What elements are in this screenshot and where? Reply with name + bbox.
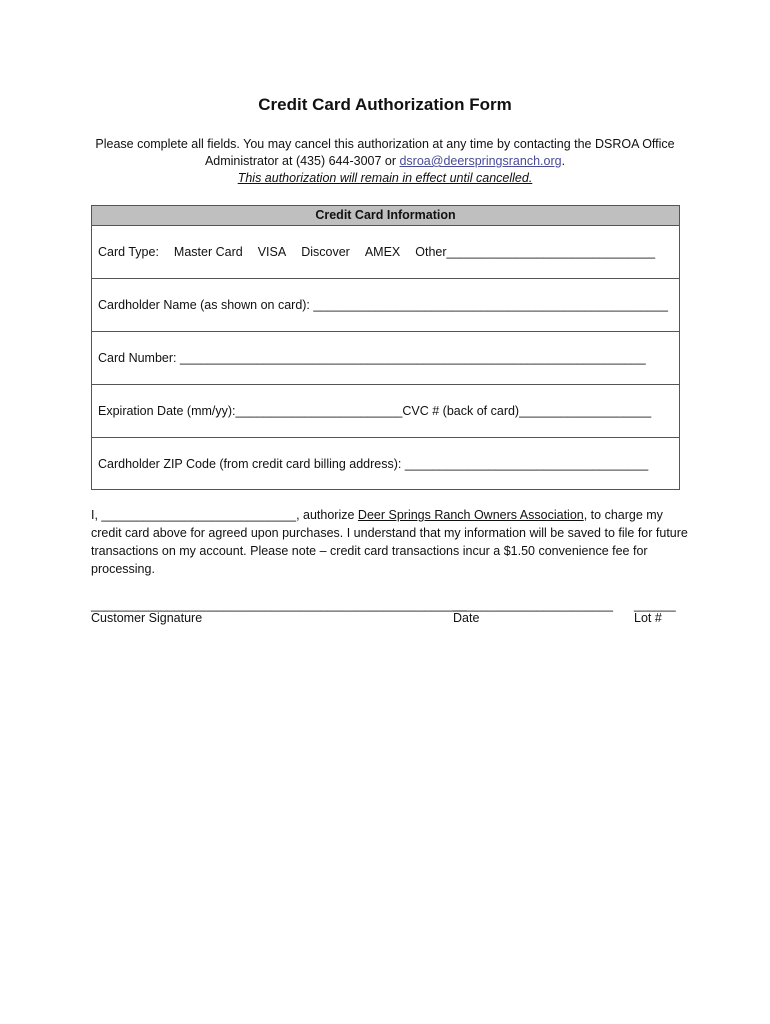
cardholder-name-field[interactable]: Cardholder Name (as shown on card): ___________________________________________________	[98, 298, 668, 312]
card-type-row	[92, 226, 679, 279]
intro-line-1: Please complete all fields. You may cancel this authorization at any time by contacting the DSROA Office	[95, 137, 675, 151]
authorization-name-field[interactable]: I, ____________________________, authorize	[91, 508, 358, 522]
card-type-other-field[interactable]: Other______________________________	[415, 245, 656, 259]
expiration-row	[92, 385, 679, 438]
zip-code-field[interactable]: Cardholder ZIP Code (from credit card billing address): ___________________________________	[98, 456, 649, 471]
cvc-field[interactable]: CVC # (back of card)___________________	[402, 404, 652, 418]
card-number-row	[92, 332, 679, 385]
form-title: Credit Card Authorization Form	[258, 95, 512, 114]
credit-card-info-header: Credit Card Information	[92, 206, 679, 226]
card-type-master-card[interactable]: Master Card	[173, 245, 243, 259]
customer-signature-line[interactable]: ______________________________________________________	[91, 598, 467, 612]
intro-line-2	[80, 153, 690, 170]
card-type-label: Card Type:	[98, 245, 159, 259]
card-type-discover[interactable]: Discover	[301, 245, 350, 259]
authorization-text: , to charge my credit card above for agreed upon purchases. I understand that my information will be saved to file for future transactions on my account. Please note – credit card transactions incur a $1.50 convenience fee for processing.	[91, 508, 688, 576]
association-name: Deer Springs Ranch Owners Association	[357, 508, 584, 522]
lot-number-line[interactable]: ______	[634, 598, 676, 612]
intro-line-2-suffix: .	[561, 154, 566, 168]
card-type-visa[interactable]: VISA	[257, 245, 287, 259]
expiration-date-field[interactable]: Expiration Date (mm/yy):________________________	[98, 404, 403, 418]
cardholder-name-row	[92, 279, 679, 332]
customer-signature-label: Customer Signature	[91, 611, 203, 625]
card-type-amex[interactable]: AMEX	[364, 245, 401, 259]
intro-text	[80, 136, 690, 187]
card-number-field[interactable]: Card Number: ___________________________________________________________________	[98, 351, 646, 365]
date-line[interactable]: _______________________	[453, 598, 613, 612]
zip-code-row	[92, 438, 679, 489]
credit-card-info-table	[91, 205, 680, 490]
intro-effect-note: This authorization will remain in effect until cancelled.	[237, 171, 533, 185]
email-link[interactable]: dsroa@deerspringsranch.org	[399, 154, 562, 168]
authorization-paragraph	[91, 506, 691, 578]
lot-number-label: Lot #	[634, 611, 662, 625]
intro-line-2-prefix: Administrator at (435) 644-3007 or	[204, 154, 400, 168]
date-label: Date	[453, 611, 480, 625]
